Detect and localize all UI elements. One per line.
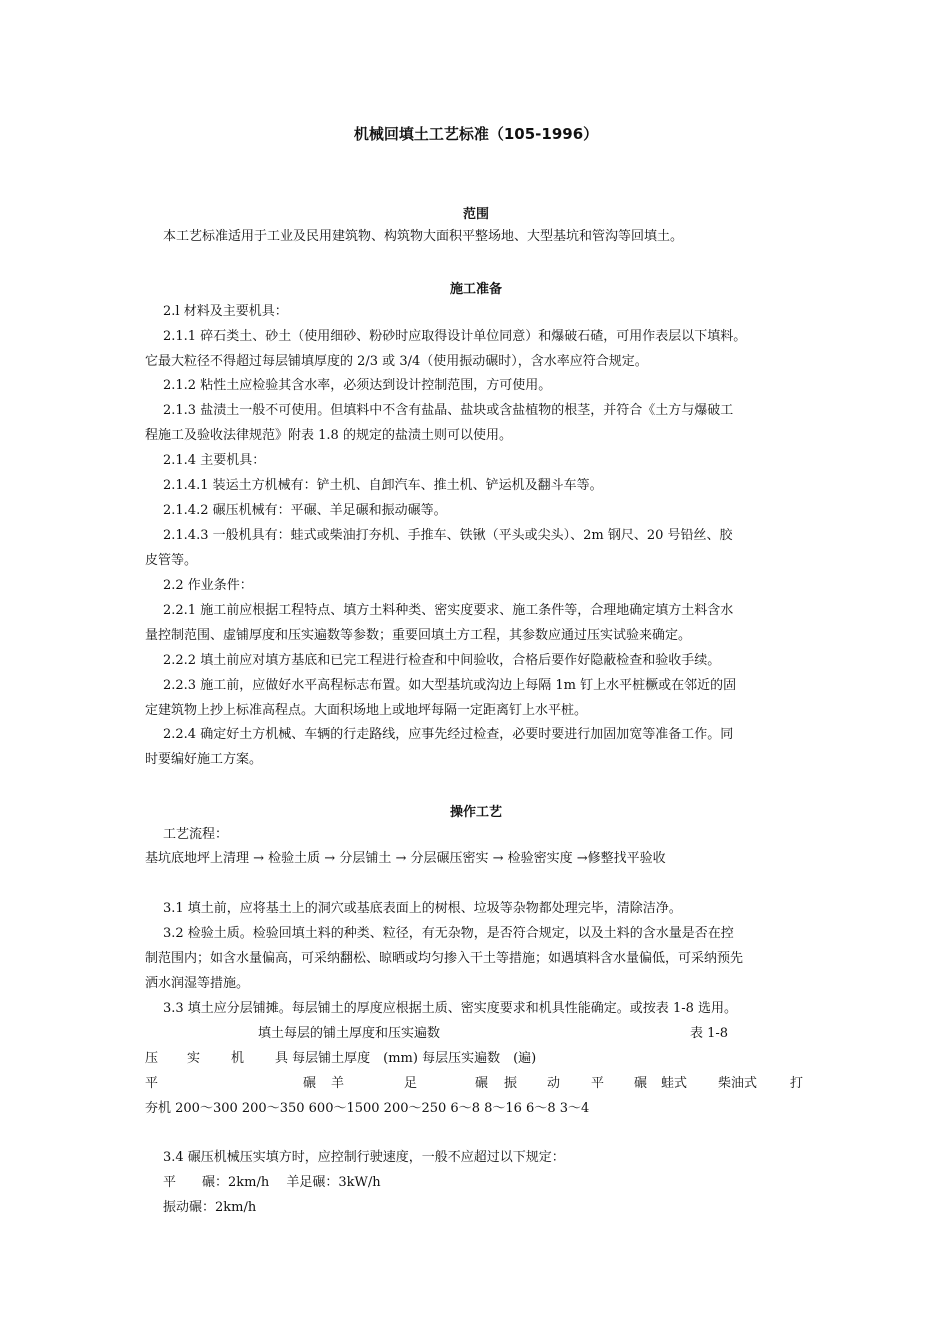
process-flow: 基坑底地坪上清理 → 检验土质 → 分层铺土 → 分层碾压密实 → 检验密实度 →修整找平验收 [145,851,666,866]
prep-line: 2.1.4.1 装运土方机械有：铲土机、自卸汽车、推土机、铲运机及翻斗车等。 [163,478,603,493]
table-number: 表 1-8 [690,1026,729,1041]
table-cell: 碾 [634,1076,648,1091]
heading-prep: 施工准备 [449,282,502,297]
table-cell: 柴油式 [718,1076,758,1091]
table-cell: 足 [404,1076,418,1091]
table-cell: 打 [790,1076,804,1091]
prep-line: 定建筑物上抄上标准高程点。大面积场地上或地坪每隔一定距离钉上水平桩。 [145,703,588,718]
table-cell: 碾 [475,1076,489,1091]
ops-line: 3.2 检验土质。检验回填土料的种类、粒径，有无杂物，是否符合规定，以及土料的含水量是否在控 [163,926,734,941]
prep-line: 2.2.1 施工前应根据工程特点、填方土料种类、密实度要求、施工条件等，合理地确定填方土料含水 [163,603,734,618]
prep-line: 2.2.3 施工前，应做好水平高程标志布置。如大型基坑或沟边上每隔 1m 钉上水平桩橛或在邻近的固 [163,678,737,693]
prep-line: 量控制范围、虚铺厚度和压实遍数等参数；重要回填土方工程，其参数应通过压实试验来确定。 [145,628,692,643]
scope-text: 本工艺标准适用于工业及民用建筑物、构筑物大面积平整场地、大型基坑和管沟等回填土。 [163,229,684,244]
prep-line: 2.2.4 确定好土方机械、车辆的行走路线，应事先经过检查，必要时要进行加固加宽等准备工作。同 [163,727,734,742]
table-cell: 平 [591,1076,605,1091]
ops-line: 3.3 填土应分层铺摊。每层铺土的厚度应根据土质、密实度要求和机具性能确定。或按表 1-8 选用。 [163,1001,738,1016]
table-header-cell: 实 [187,1051,201,1066]
table-header-cell: 压 [145,1051,159,1066]
prep-line: 2.1.1 碎石类土、砂土（使用细砂、粉砂时应取得设计单位同意）和爆破石碴，可用作表层以下填料。 [163,329,747,344]
flow-label: 工艺流程： [163,827,229,842]
prep-line: 2.1.3 盐渍土一般不可使用。但填料中不含有盐晶、盐块或含盐植物的根茎，并符合《土方与爆破工 [163,403,734,418]
table-cell: 动 [547,1076,561,1091]
speed-intro: 3.4 碾压机械压实填方时，应控制行驶速度，一般不应超过以下规定： [163,1150,565,1165]
heading-scope: 范围 [462,207,489,222]
ops-line: 3.1 填土前，应将基土上的洞穴或基底表面上的树根、垃圾等杂物都处理完毕，清除洁净。 [163,901,682,916]
prep-line: 2.2 作业条件： [163,578,253,593]
ops-line: 洒水润湿等措施。 [145,976,250,991]
prep-line: 2.1.4 主要机具： [163,453,266,468]
prep-line: 程施工及验收法律规范》附表 1.8 的规定的盐渍土则可以使用。 [145,428,512,443]
prep-line: 2.l 材料及主要机具： [163,304,288,319]
prep-line: 时要编好施工方案。 [145,752,263,767]
table-cell: 碾 [303,1076,317,1091]
prep-line: 2.1.2 粘性土应检验其含水率，必须达到设计控制范围，方可使用。 [163,378,552,393]
table-caption: 填土每层的铺土厚度和压实遍数 [258,1026,441,1041]
table-cell: 羊 [331,1076,345,1091]
prep-line: 它最大粒径不得超过每层铺填厚度的 2/3 或 3/4（使用振动碾时），含水率应符合规定。 [145,354,648,369]
prep-line: 皮管等。 [145,553,198,568]
prep-line: 2.1.4.2 碾压机械有：平碾、羊足碾和振动碾等。 [163,503,447,518]
prep-line: 2.1.4.3 一般机具有：蛙式或柴油打夯机、手推车、铁锹（平头或尖头）、2m 钢尺、20 号铅丝、胶 [163,528,733,543]
document-title: 机械回填土工艺标准（105-1996） [353,125,599,143]
table-cell: 平 [145,1076,159,1091]
table-header-cell: 具 每层铺土厚度 (mm) 每层压实遍数 (遍) [275,1051,537,1066]
table-cell: 蛙式 [661,1076,688,1091]
speed-line: 振动碾：2km/h [163,1200,257,1215]
table-row: 夯机 200～300 200～350 600～1500 200～250 6～8 8～16 6～8 3～4 [145,1101,590,1116]
speed-line: 平 碾：2km/h 羊足碾：3kW/h [163,1175,381,1190]
prep-line: 2.2.2 填土前应对填方基底和已完工程进行检查和中间验收，合格后要作好隐蔽检查和验收手续。 [163,653,721,668]
table-header-cell: 机 [231,1051,245,1066]
heading-ops: 操作工艺 [449,805,502,820]
ops-line: 制范围内；如含水量偏高，可采纳翻松、晾晒或均匀掺入干土等措施；如遇填料含水量偏低，可采纳预先 [145,951,744,966]
table-cell: 振 [504,1076,518,1091]
